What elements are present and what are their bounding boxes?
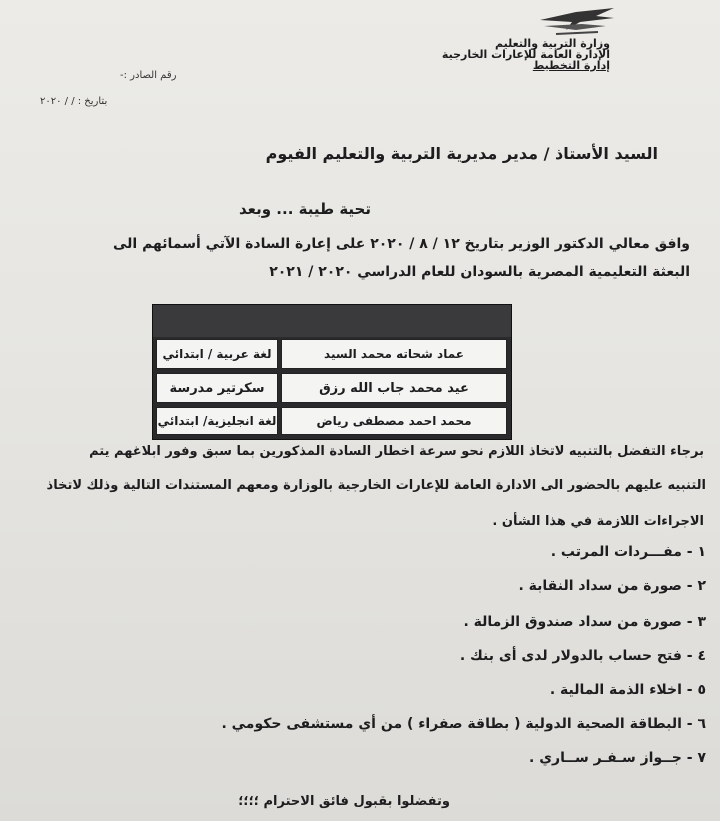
greeting [0,200,720,218]
table-cell-name: عماد شحاته محمد السيد [281,339,507,369]
list-item-text: مفـــردات المرتب . [550,544,682,560]
list-item [460,648,706,664]
list-item [551,544,706,560]
ministry-line-1: وزارة التربية والتعليم [495,37,610,50]
greeting-text: تحية طيبة ... وبعد [239,200,371,218]
date-label: بتاريخ : / / ٢٠٢٠ [40,96,108,107]
table-cell-name: محمد احمد مصطفى رياض [281,407,507,435]
list-item-number: ٧ - [686,750,706,766]
list-item-text: البطاقة الصحية الدولية ( بطاقة صفراء ) من أي مستشفى حكومي . [221,716,682,732]
list-item [518,578,706,594]
table-cell-job: سكرتير مدرسة [156,373,278,403]
list-item-number: ٣ - [686,614,706,630]
list-item [463,614,706,630]
list-item-number: ٢ - [686,578,706,594]
list-item-text: جــواز سـفـر ســاري . [529,750,682,766]
list-item [221,716,706,732]
body-line-1: برجاء التفضل بالتنبيه لاتخاذ اللازم نحو سرعة اخطار السادة المذكورين بما سبق وفور ابلاغهم يتم [89,444,704,459]
addressee: السيد الأستاذ / مدير مديرية التربية والتعليم الفيوم [265,144,658,163]
reference-number-label: رقم الصادر :- [120,70,177,81]
list-item [529,750,706,766]
list-item-number: ١ - [686,544,706,560]
list-item-text: صورة من سداد النقابة . [518,578,682,594]
ministry-line-3: إدارة التخطيط [532,59,610,72]
table-cell-job: لغة عربية / ابتدائي [156,339,278,369]
list-item-number: ٦ - [686,716,706,732]
list-item [550,682,706,698]
body-line-3: الاجراءات اللازمة في هذا الشأن . [492,514,704,529]
list-item-text: صورة من سداد صندوق الزمالة . [463,614,682,630]
list-item-number: ٤ - [686,648,706,664]
ministry-logo [536,6,618,40]
list-item-text: اخلاء الذمة المالية . [549,682,682,698]
ministry-header [442,38,610,71]
list-item-number: ٥ - [686,682,706,698]
table-header-row [153,305,511,337]
body-line-2: التنبيه عليهم بالحضور الى الادارة العامة للإعارات الخارجية بالوزارة ومعهم المستندات التالية وذلك لاتخاذ [46,478,706,493]
intro-line-1: وافق معالي الدكتور الوزير بتاريخ ١٢ / ٨ / ٢٠٢٠ على إعارة السادة الآتي أسمائهم الى [112,236,690,252]
intro-line-2: البعثة التعليمية المصرية بالسودان للعام الدراسي ٢٠٢٠ / ٢٠٢١ [269,264,690,280]
closing-line: وتفضلوا بقبول فائق الاحترام ؛؛؛؛ [238,794,450,809]
names-table [152,304,512,440]
ministry-line-2: الإدارة العامة للإعارات الخارجية [441,48,610,61]
table-cell-name: عيد محمد جاب الله رزق [281,373,507,403]
table-cell-job: لغة انجليزية/ ابتدائي [156,407,278,435]
list-item-text: فتح حساب بالدولار لدى أى بنك . [459,648,682,664]
